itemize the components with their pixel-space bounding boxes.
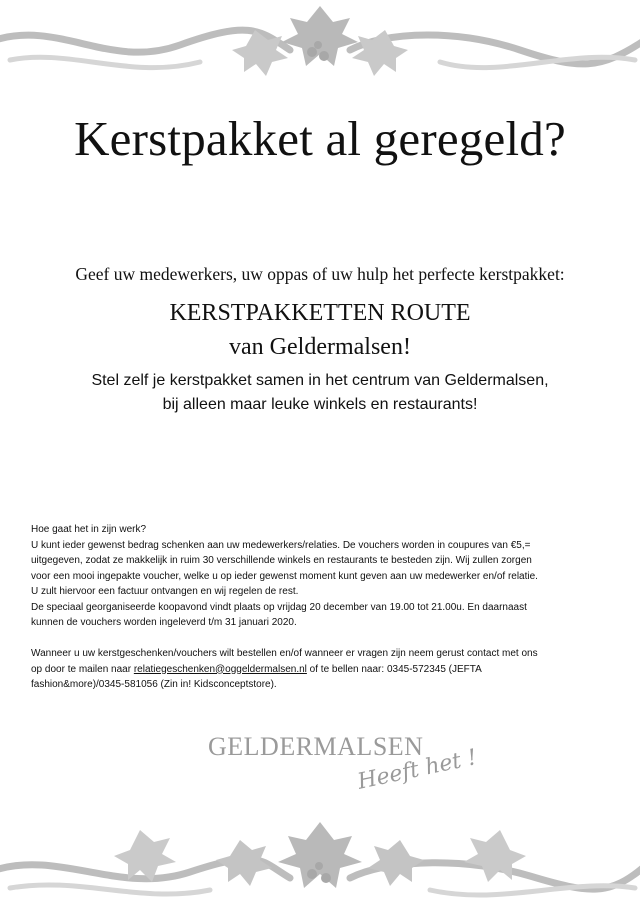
contact-line: Wanneer u uw kerstgeschenken/vouchers wilt bestellen en/of wanneer er vragen zijn neem gerust contact met ons: [31, 648, 538, 659]
body-text: [31, 522, 616, 693]
logo-script: Heeft het !: [355, 745, 480, 795]
email-link[interactable]: relatiegeschenken@oggeldermalsen.nl: [133, 663, 307, 675]
contact-prefix: op door te mailen naar: [31, 663, 134, 675]
paragraph-gap: [31, 631, 616, 647]
body-line: De speciaal georganiseerde koopavond vindt plaats op vrijdag 20 december van 19.00 tot 21.00u. En daarnaast: [31, 601, 527, 613]
tagline-line-1: Stel zelf je kerstpakket samen in het centrum van Geldermalsen,: [91, 372, 549, 389]
route-title: [0, 296, 640, 364]
body-line: voor een mooi ingepakte voucher, welke u op ieder gewenst moment kunt geven aan uw medewerker en/of relatie.: [31, 570, 538, 582]
page-title: Kerstpakket al geregeld?: [74, 111, 566, 166]
tagline-line-2: bij alleen maar leuke winkels en restaurants!: [162, 396, 478, 413]
tagline: [0, 369, 640, 417]
bottom-holly-decoration: [0, 800, 640, 911]
body-line: uitgegeven, zodat ze makkelijk in ruim 30 verschillende winkels en restaurants te besteden zijn. Wij zullen zorgen: [31, 555, 532, 566]
how-it-works-heading: Hoe gaat het in zijn werk?: [31, 524, 147, 535]
holly-leaves: [232, 6, 408, 76]
logo-wordmark: GELDERMALSEN: [208, 732, 424, 761]
contact-line: fashion&more)/0345-581056 (Zin in! Kidsconceptstore).: [31, 679, 277, 690]
intro-text: Geef uw medewerkers, uw oppas of uw hulp het perfecte kerstpakket:: [75, 264, 565, 284]
route-title-line-2: van Geldermalsen!: [229, 334, 411, 360]
body-line: kunnen de vouchers worden ingeleverd t/m 31 januari 2020.: [31, 617, 297, 628]
body-line: U zult hiervoor een factuur ontvangen en wij regelen de rest.: [31, 586, 299, 597]
top-holly-decoration: [0, 0, 640, 100]
contact-phone: of te bellen naar: 0345-572345 (JEFTA: [306, 663, 482, 675]
route-title-line-1: KERSTPAKKETTEN ROUTE: [169, 300, 471, 326]
contact-line: [31, 662, 616, 678]
body-line: U kunt ieder gewenst bedrag schenken aan uw medewerkers/relaties. De vouchers worden in coupures van €5,=: [31, 539, 531, 551]
